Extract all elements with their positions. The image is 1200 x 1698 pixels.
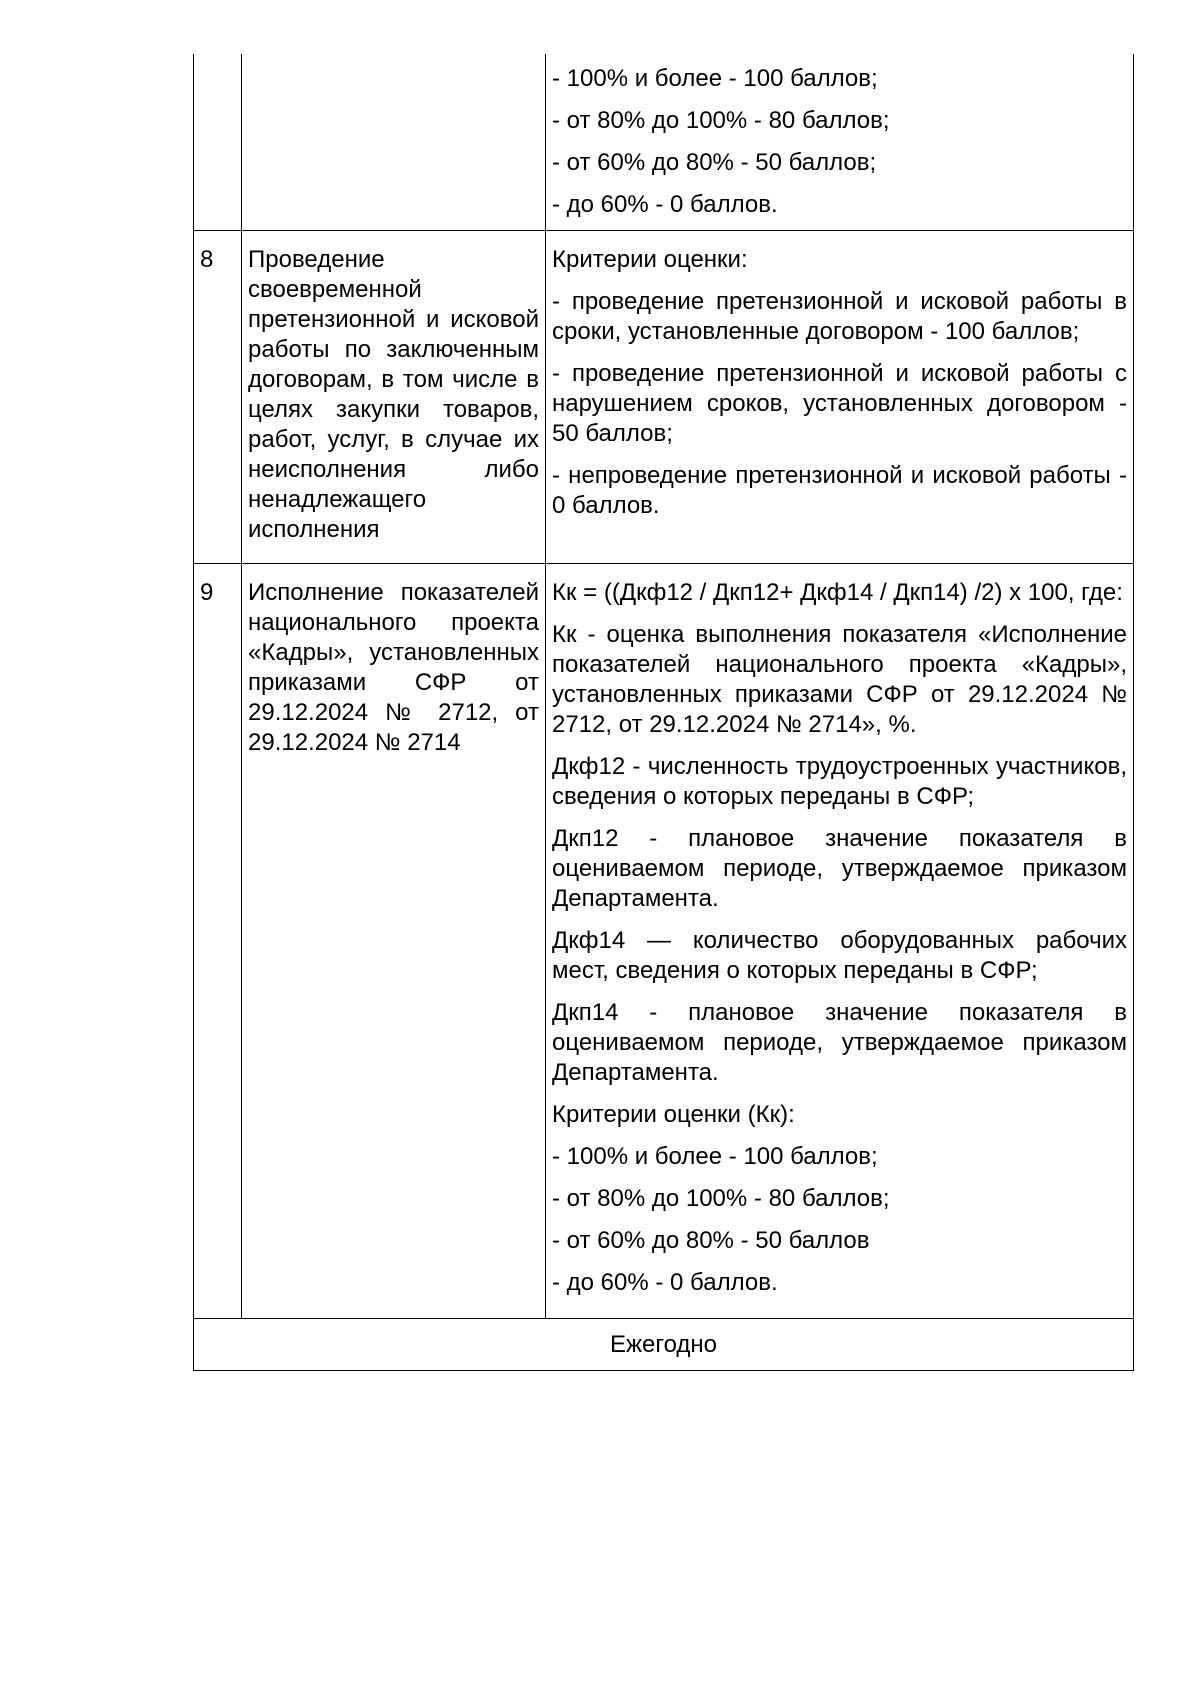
scale-line: - от 80% до 100% - 80 баллов; xyxy=(552,1185,890,1212)
evaluation-cell xyxy=(546,564,1134,1319)
criterion-cell xyxy=(242,564,546,1319)
criterion-cell xyxy=(242,54,546,231)
evaluation-paragraph: Дкф12 - численность трудоустроенных участников, сведения о которых переданы в СФР; xyxy=(552,753,1127,810)
row-number: 9 xyxy=(194,564,242,1319)
scale-line: - от 80% до 100% - 80 баллов; xyxy=(552,107,890,134)
evaluation-paragraph: Дкп12 - плановое значение показателя в оцениваемом периоде, утверждаемое приказом Департамента. xyxy=(552,825,1127,912)
evaluation-paragraph: Дкф14 — количество оборудованных рабочих мест, сведения о которых переданы в СФР; xyxy=(552,927,1127,984)
scale-line: - 100% и более - 100 баллов; xyxy=(552,1143,878,1170)
criterion-text: Проведение своевременной претензионной и исковой работы по заключенным договорам, в том числе в целях закупки товаров, работ, услуг, в случае их неисполнения либо ненадлежащего исполнения xyxy=(248,246,539,543)
criteria-table xyxy=(193,54,1134,1371)
formula: Кк = ((Дкф12 / Дкп12+ Дкф14 / Дкп14) /2) х 100, где: xyxy=(552,579,1123,606)
evaluation-paragraph: - проведение претензионной и исковой работы в сроки, установленные договором - 100 баллов; xyxy=(552,288,1127,345)
table-row xyxy=(194,231,1134,564)
table-row xyxy=(194,564,1134,1319)
evaluation-paragraph: Кк - оценка выполнения показателя «Исполнение показателей национального проекта «Кадры», установленных приказами СФР от 29.12.2024 № 2712, от 29.12.2024 № 2714», %. xyxy=(552,621,1127,738)
evaluation-cell xyxy=(546,54,1134,231)
evaluation-cell xyxy=(546,231,1134,564)
row-number: 8 xyxy=(194,231,242,564)
scale-line: - от 60% до 80% - 50 баллов xyxy=(552,1227,870,1254)
scale-line: - от 60% до 80% - 50 баллов; xyxy=(552,149,877,176)
periodicity-cell: Ежегодно xyxy=(194,1319,1134,1371)
evaluation-paragraph: Критерии оценки (Кк): xyxy=(552,1101,795,1128)
evaluation-paragraph: Критерии оценки: xyxy=(552,246,748,273)
criterion-cell xyxy=(242,231,546,564)
scale-line: - 100% и более - 100 баллов; xyxy=(552,65,878,92)
evaluation-paragraph: Дкп14 - плановое значение показателя в оцениваемом периоде, утверждаемое приказом Департамента. xyxy=(552,999,1127,1086)
table-row xyxy=(194,54,1134,231)
evaluation-paragraph: - проведение претензионной и исковой работы с нарушением сроков, установленных договором - 50 баллов; xyxy=(552,360,1127,447)
table-row xyxy=(194,1319,1134,1371)
criterion-text: Исполнение показателей национального проекта «Кадры», установленных приказами СФР от 29.12.2024 № 2712, от 29.12.2024 № 2714 xyxy=(248,579,539,756)
scale-line: - до 60% - 0 баллов. xyxy=(552,1269,778,1296)
evaluation-paragraph: - непроведение претензионной и исковой работы - 0 баллов. xyxy=(552,462,1127,519)
scale-line: - до 60% - 0 баллов. xyxy=(552,191,778,218)
number-cell xyxy=(194,54,242,231)
